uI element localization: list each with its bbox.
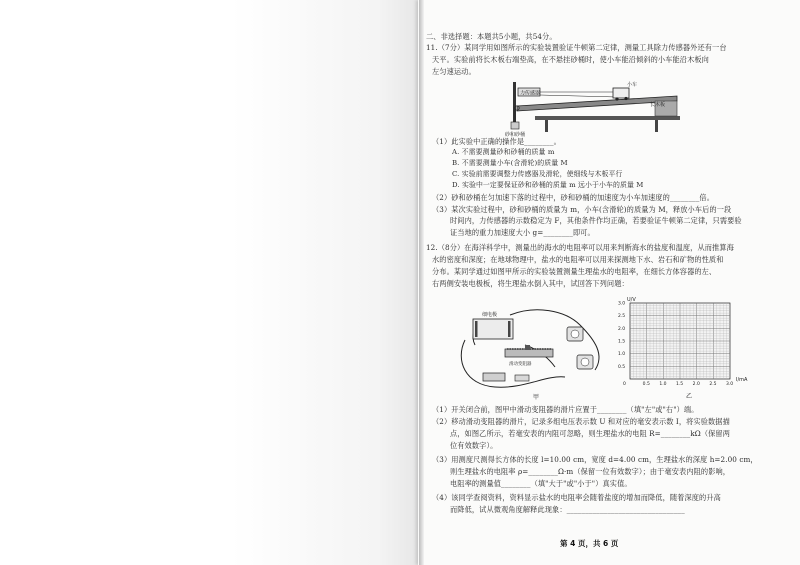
q12-sub2-line1: （2）移动滑动变阻器的滑片，记录多组电压表示数 U 和对应的毫安表示数 I，将实验数据描: [432, 417, 730, 426]
rheostat-label: 滑动变阻器: [509, 362, 532, 367]
graph-xlabel: I/mA: [736, 377, 748, 383]
q11-stem-line1: 11.（7分）某同学用如图所示的实验装置验证牛顿第二定律，测量工具除力传感器外还有一台: [426, 43, 727, 52]
q12-stem-line3: 分布。某同学通过如图甲所示的实验装置测量生理盐水的电阻率，在细长方体容器的左、: [432, 267, 717, 276]
page-footer: 第 4 页，共 6 页: [560, 539, 619, 548]
q12-sub2-line3: 位有效数字）。: [450, 441, 498, 450]
section-header: 二、非选择题：本题共5小题，共54分。: [426, 32, 557, 41]
q11-option-d: D. 实验中一定要保证砂和砂桶的质量 m 远小于小车的质量 M: [452, 181, 644, 189]
y-tick-label: 3.0: [618, 301, 626, 307]
x-tick-label: 3.0: [726, 382, 734, 387]
q12-sub1: （1）开关闭合前，图甲中滑动变阻器的滑片应置于________（填"左"或"右"）端。: [432, 405, 699, 414]
q11-sub1: （1）此实验中正确的操作是________。: [432, 137, 561, 146]
x-tick-label: 2.0: [692, 382, 700, 387]
q12-stem-line4: 右两侧安装电极板，将生理盐水倒入其中，试回答下列问题：: [432, 279, 629, 288]
q11-sub2: （2）砂和砂桶在匀加速下落的过程中，砂和砂桶的加速度为小车加速度的________倍。: [432, 193, 715, 202]
q11-option-c: C. 实验前需要调整力传感器及滑轮，使细线与木板平行: [452, 170, 623, 178]
q12-stem-line1: 12.（8分）在海洋科学中，测量出的海水的电阻率可以用来判断海水的盐度和温度，从而推算海: [426, 243, 734, 252]
x-tick-label: 1.5: [676, 382, 684, 387]
x-tick-label: 2.5: [709, 382, 717, 387]
q11-option-b: B. 不需要测量小车(含滑轮)的质量 M: [452, 159, 568, 167]
q11-stem-line2: 天平。实验前将长木板右端垫高，在不悬挂砂桶时，使小车能沿倾斜的小车能沿木板向: [432, 55, 709, 64]
q11-apparatus-figure: [505, 78, 685, 136]
figure-yi-caption: 乙: [686, 393, 693, 400]
graph-origin: 0: [623, 382, 626, 387]
q11-sub3-line1: （3）某次实验过程中，砂和砂桶的质量为 m，小车(含滑轮)的质量为 M，释放小车后的一段: [432, 205, 732, 214]
q11-sub3-line2: 时间内，力传感器的示数稳定为 F，其他条件作均正确，若要验证牛顿第二定律，只需要验: [450, 216, 742, 225]
y-tick-label: 1.5: [618, 339, 626, 345]
q12-sub4-line2: 而降低，试从微观角度解释此现象：________________________________: [450, 505, 685, 514]
y-tick-label: 0.5: [618, 364, 626, 370]
q12-stem-line2: 水的密度和深度；在地球物理中，盐水的电阻率可以用来探测地下水、岩石和矿物的性质和: [432, 255, 724, 264]
x-tick-label: 1.0: [659, 382, 667, 387]
q11-sub3-line3: 证当地的重力加速度大小 g=________即可。: [450, 228, 595, 237]
q11-option-a: A. 不需要测量砂和砂桶的质量 m: [452, 148, 555, 156]
q12-sub2-line2: 点，如图乙所示，若毫安表的内阻可忽略，则生理盐水的电阻 R=________kΩ（保留两: [450, 429, 730, 438]
sensor-label: 力传感器: [520, 90, 541, 97]
q12-ui-graph: [618, 295, 758, 400]
container-label: 细电极: [482, 312, 498, 318]
page-fold: [419, 0, 424, 565]
figure-jia-caption: 甲: [533, 394, 540, 401]
cart-label: 小车: [627, 82, 638, 88]
q11-stem-line3: 左匀速运动。: [432, 67, 476, 76]
graph-grid: [630, 303, 730, 379]
q12-circuit-figure: [455, 305, 615, 400]
x-tick-label: 0.5: [642, 382, 650, 387]
board-label: 长木板: [650, 102, 666, 108]
q12-sub3-line1: （3）用测度尺测得长方体的长度 l=10.00 cm，宽度 d=4.00 cm，生理盐水的深度 h=2.00 cm，: [432, 455, 758, 464]
q12-sub3-line3: 电阻率的测量值________（填"大于"或"小于"）真实值。: [450, 479, 632, 488]
y-tick-label: 1.0: [618, 352, 626, 358]
graph-ylabel: U/V: [627, 297, 636, 303]
q12-sub3-line2: 则生理盐水的电阻率 ρ=________Ω·m（保留一位有效数字）；由于毫安表内阻的影响，: [450, 467, 731, 476]
bucket-label: 砂和砂桶: [505, 132, 526, 138]
y-tick-label: 2.5: [618, 314, 626, 320]
y-tick-label: 2.0: [618, 326, 626, 332]
q12-sub4-line1: （4）该同学查阅资料，资料显示盐水的电阻率会随着盐度的增加而降低，随着深度的升高: [432, 493, 721, 502]
